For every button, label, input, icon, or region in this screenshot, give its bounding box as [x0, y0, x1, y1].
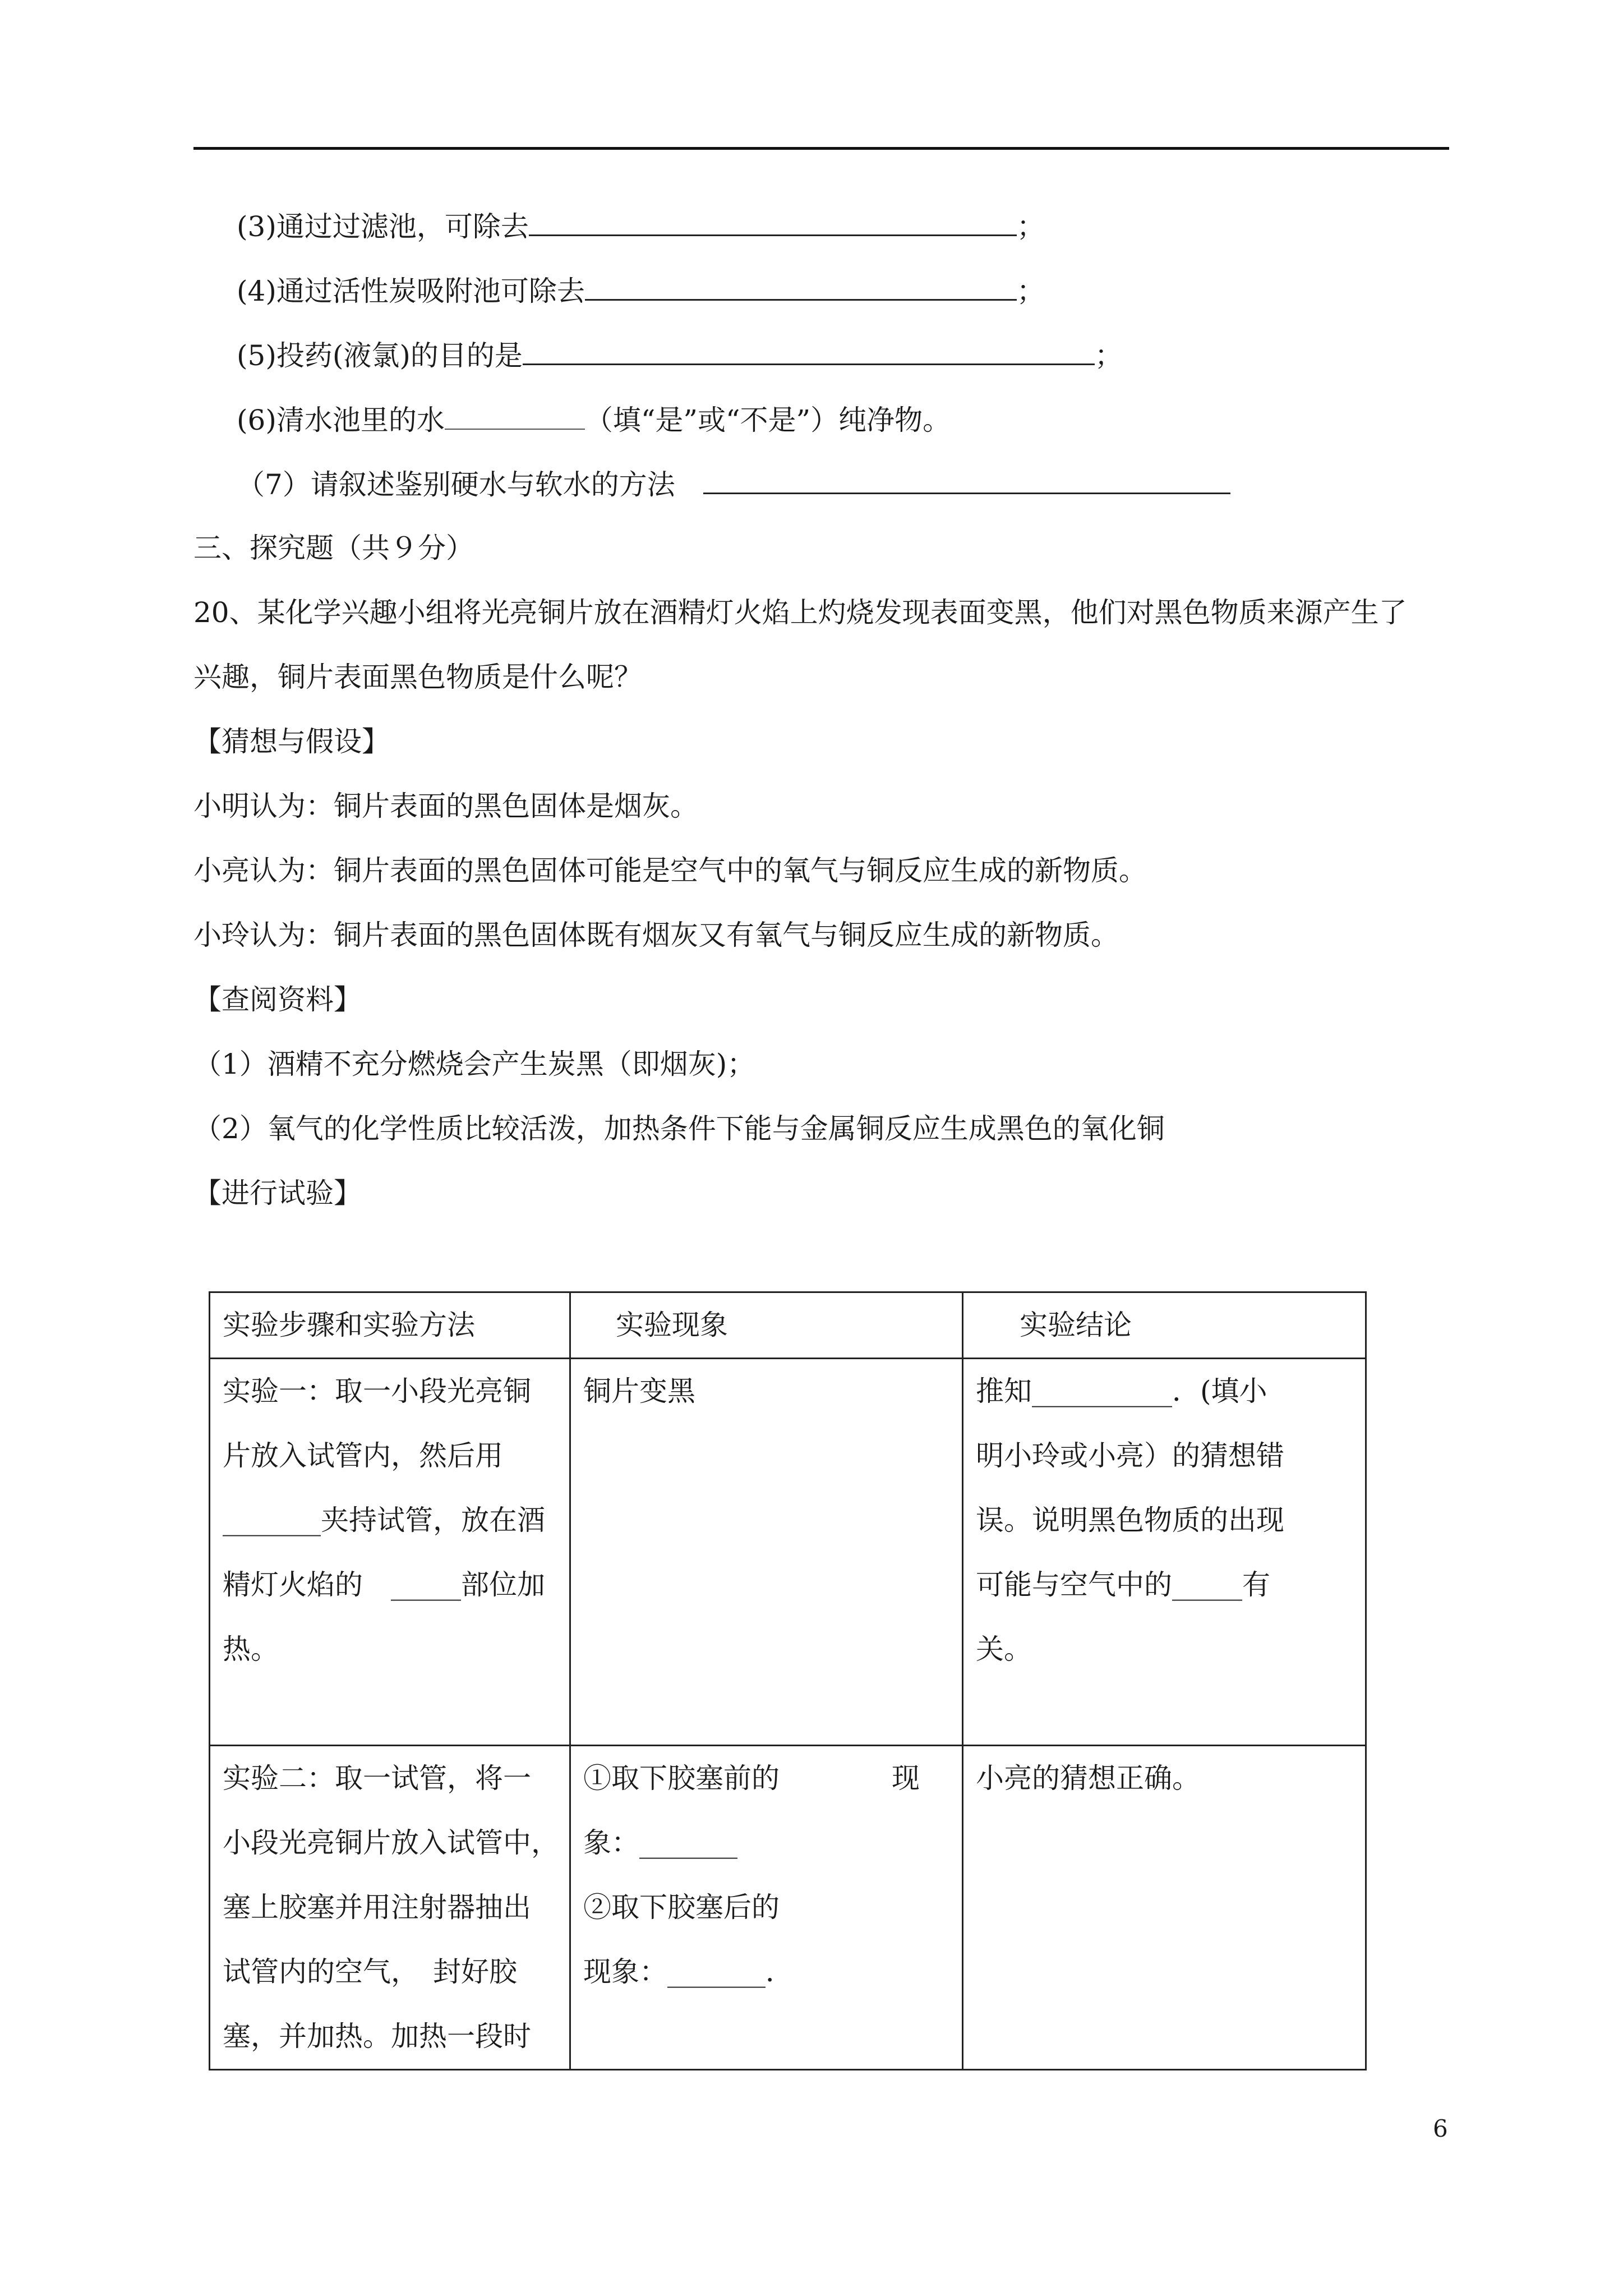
answer-blank[interactable] — [703, 468, 1230, 494]
experiment1-phenomenon: 铜片变黑 — [570, 1359, 963, 1746]
experiment1-conclusion: 推知__________．(填小 明小玲或小亮）的猜想错 误。说明黑色物质的出现 可能与空气中的_____有 关。 — [963, 1359, 1366, 1746]
section-title: 三、探究题（共９分） — [193, 532, 474, 564]
experiment1-steps: 实验一：取一小段光亮铜 片放入试管内，然后用 _______夹持试管，放在酒 精灯火焰的 _____部位加 热。 — [210, 1359, 570, 1746]
experiment2-conclusion: 小亮的猜想正确。 — [963, 1746, 1366, 2070]
question-4: (4)通过活性炭吸附池可除去 ； — [237, 275, 1045, 307]
question-3: (3)通过过滤池，可除去 ； — [237, 210, 1045, 243]
question-5: (5)投药(液氯)的目的是 ； — [237, 339, 1123, 372]
header-phenomenon: 实验现象 — [570, 1292, 963, 1359]
experiment2-phenomenon: ①取下胶塞前的 现 象：_______ ②取下胶塞后的 现象：_______． — [570, 1746, 963, 2070]
hypothesis-xiaoliang: 小亮认为：铜片表面的黑色固体可能是空气中的氧气与铜反应生成的新物质。 — [193, 854, 1147, 887]
table-header-row — [210, 1292, 1366, 1359]
hypothesis-xiaoling: 小玲认为：铜片表面的黑色固体既有烟灰又有氧气与铜反应生成的新物质。 — [193, 919, 1119, 951]
q20-text-line1: 20、某化学兴趣小组将光亮铜片放在酒精灯火焰上灼烧发现表面变黑，他们对黑色物质来源产生了 — [193, 596, 1407, 629]
experiment-heading: 【进行试验】 — [193, 1177, 362, 1209]
question-6: (6)清水池里的水 （填“是”或“不是”）纯净物。 — [237, 404, 951, 436]
answer-blank[interactable] — [523, 339, 1095, 365]
hypothesis-xiaoming: 小明认为：铜片表面的黑色固体是烟灰。 — [193, 790, 698, 822]
reference-heading: 【查阅资料】 — [193, 983, 362, 1016]
table-row — [210, 1746, 1366, 2070]
hypothesis-heading: 【猜想与假设】 — [193, 725, 390, 758]
header-conclusion: 实验结论 — [963, 1292, 1366, 1359]
question-7: （7）请叙述鉴别硬水与软水的方法 — [237, 467, 1230, 503]
header-rule — [193, 147, 1449, 150]
reference-2: （2）氧气的化学性质比较活泼，加热条件下能与金属铜反应生成黑色的氧化铜 — [193, 1112, 1165, 1145]
q20-text-line2: 兴趣，铜片表面黑色物质是什么呢？ — [193, 661, 642, 693]
answer-blank[interactable] — [585, 274, 1017, 301]
header-steps: 实验步骤和实验方法 — [210, 1292, 570, 1359]
answer-blank[interactable] — [529, 210, 1017, 236]
reference-1: （1）酒精不充分燃烧会产生炭黑（即烟灰)； — [193, 1048, 755, 1080]
table-row — [210, 1359, 1366, 1746]
experiment2-steps: 实验二：取一试管，将一 小段光亮铜片放入试管中， 塞上胶塞并用注射器抽出 试管内的空气， 封好胶 塞，并加热。加热一段时 — [210, 1746, 570, 2070]
page-number: 6 — [1433, 2115, 1448, 2142]
experiment-table — [209, 1291, 1367, 2070]
answer-blank[interactable] — [445, 404, 585, 430]
